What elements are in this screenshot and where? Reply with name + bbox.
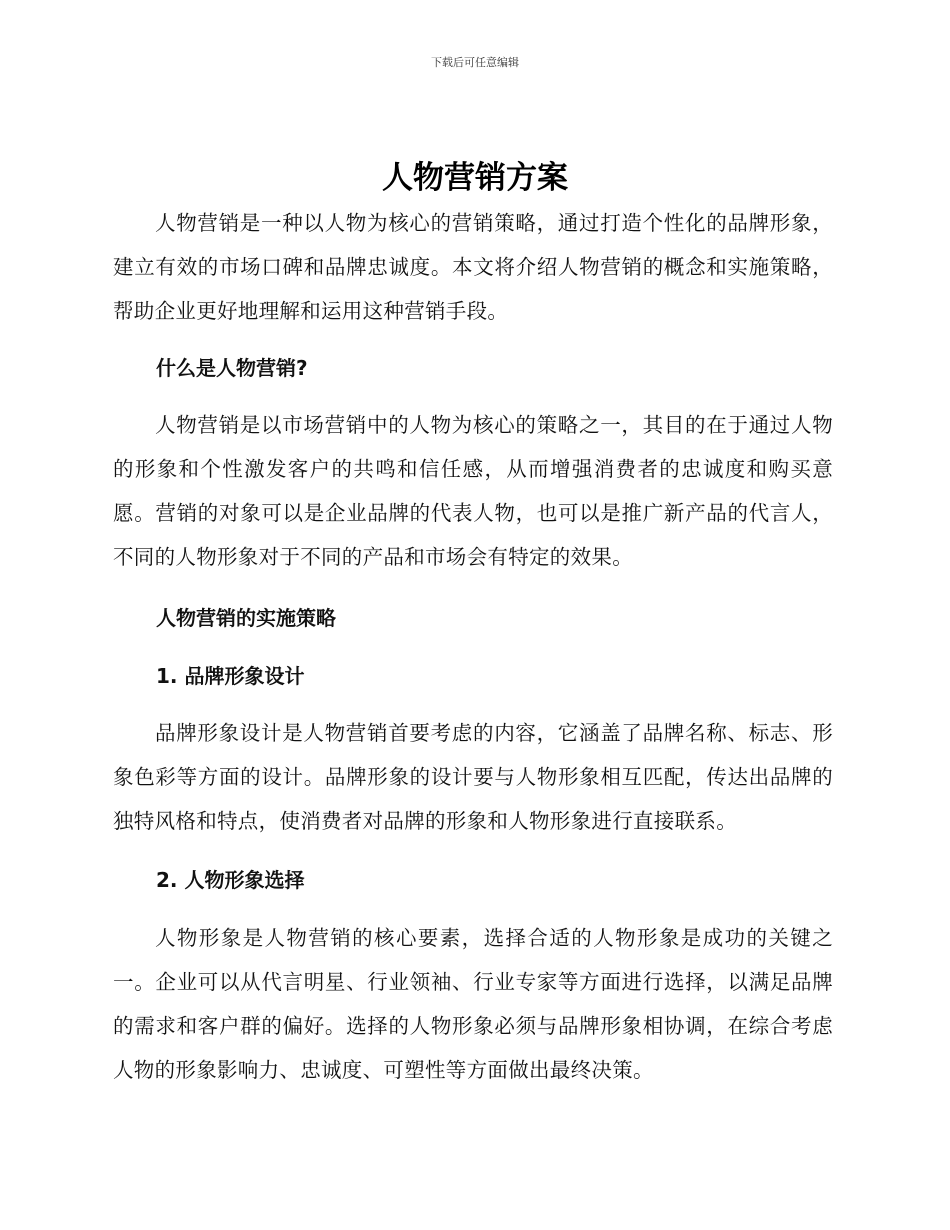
- intro-paragraph: 人物营销是一种以人物为核心的营销策略，通过打造个性化的品牌形象，建立有效的市场口碑和品牌忠诚度。本文将介绍人物营销的概念和实施策略，帮助企业更好地理解和运用这种营销手段。: [113, 211, 833, 323]
- document-title: 人物营销方案: [382, 160, 568, 196]
- subsection-heading-persona-choice: 2. 人物形象选择: [156, 868, 305, 892]
- section-heading-strategy: 人物营销的实施策略: [156, 606, 336, 630]
- section-body-what-is: 人物营销是以市场营销中的人物为核心的策略之一，其目的在于通过人物的形象和个性激发客户的共鸣和信任感，从而增强消费者的忠诚度和购买意愿。营销的对象可以是企业品牌的代表人物，也可以是推广新产品的代言人，不同的人物形象对于不同的产品和市场会有特定的效果。: [113, 413, 833, 569]
- subsection-heading-brand-design: 1. 品牌形象设计: [156, 664, 305, 688]
- page-header-note: 下载后可任意编辑: [431, 56, 519, 69]
- subsection-body-brand-design: 品牌形象设计是人物营销首要考虑的内容，它涵盖了品牌名称、标志、形象色彩等方面的设计。品牌形象的设计要与人物形象相互匹配，传达出品牌的独特风格和特点，使消费者对品牌的形象和人物形象进行直接联系。: [113, 721, 833, 833]
- section-heading-what-is: 什么是人物营销?: [156, 356, 308, 380]
- subsection-body-persona-choice: 人物形象是人物营销的核心要素，选择合适的人物形象是成功的关键之一。企业可以从代言明星、行业领袖、行业专家等方面进行选择，以满足品牌的需求和客户群的偏好。选择的人物形象必须与品牌形象相协调，在综合考虑人物的形象影响力、忠诚度、可塑性等方面做出最终决策。: [113, 926, 833, 1082]
